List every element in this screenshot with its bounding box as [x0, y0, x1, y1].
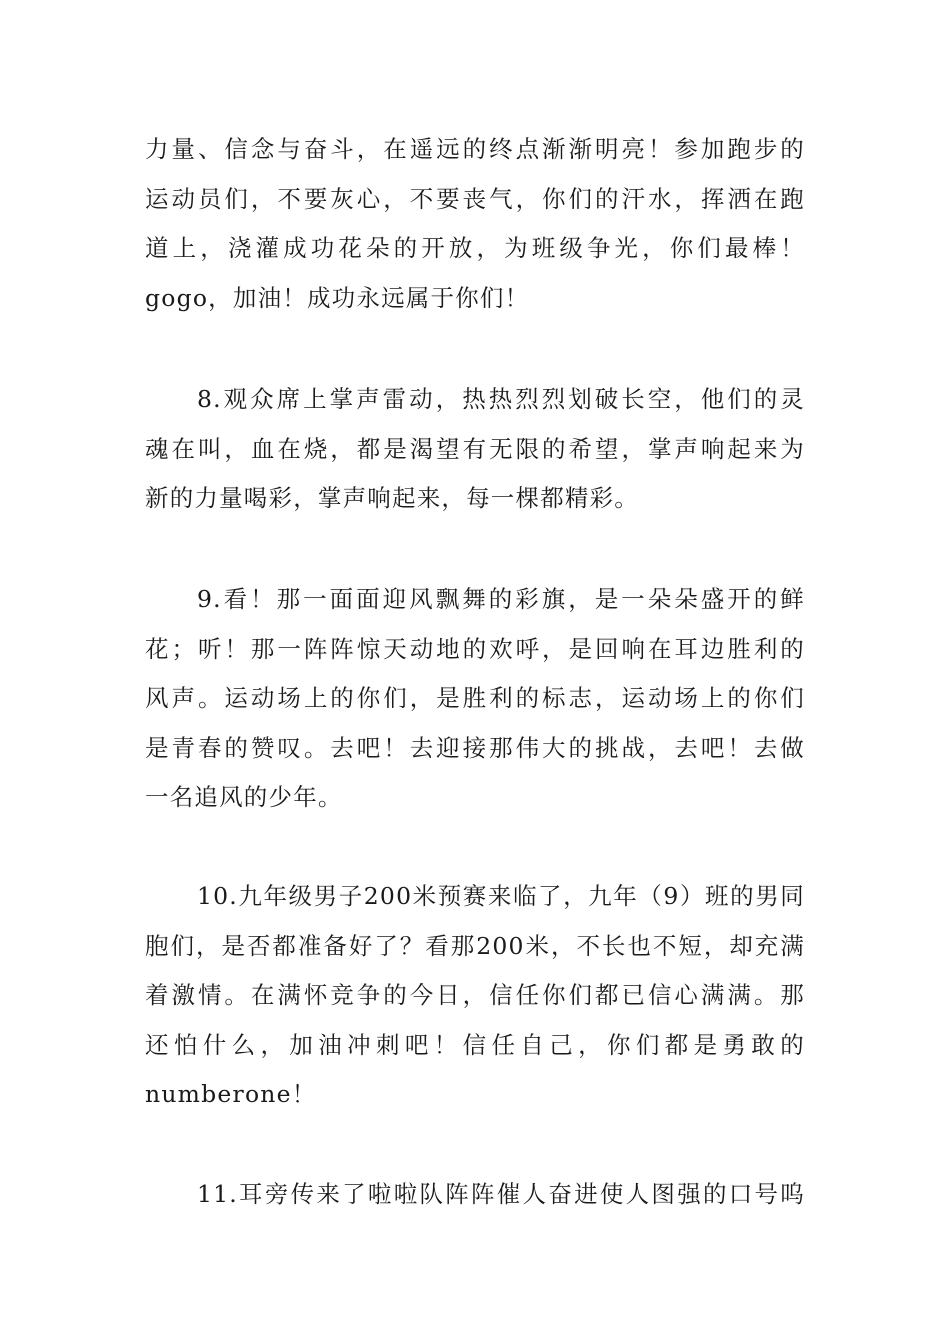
- text-line: 风声。运动场上的你们，是胜利的标志，运动场上的你们: [145, 684, 805, 712]
- text-line: gogo，加油！成功永远属于你们！: [145, 283, 530, 312]
- text-line: 10.九年级男子200米预赛来临了，九年（9）班的男同: [197, 882, 805, 910]
- text-line: numberone！: [145, 1080, 317, 1108]
- text-line: 力量、信念与奋斗，在遥远的终点渐渐明亮！参加跑步的: [145, 135, 805, 163]
- text-line: 是青春的赞叹。去吧！去迎接那伟大的挑战，去吧！去做: [145, 733, 805, 762]
- text-line: 还怕什么，加油冲刺吧！信任自己，你们都是勇敢的: [145, 1030, 805, 1059]
- text-line: 8.观众席上掌声雷动，热热烈烈划破长空，他们的灵: [197, 385, 805, 413]
- text-line: 运动员们，不要灰心，不要丧气，你们的汗水，挥洒在跑: [145, 184, 805, 213]
- text-line: 新的力量喝彩，掌声响起来，每一棵都精彩。: [145, 484, 639, 512]
- text-line: 着激情。在满怀竞争的今日，信任你们都已信心满满。那: [145, 981, 805, 1009]
- text-line: 一名追风的少年。: [145, 783, 343, 811]
- text-line: 胞们，是否都准备好了？看那200米，不长也不短，却充满: [145, 931, 805, 960]
- paragraph: [145, 125, 805, 323]
- paragraph: [145, 872, 805, 1120]
- text-line: 道上，浇灌成功花朵的开放，为班级争光，你们最棒！: [145, 234, 805, 262]
- text-line: 9.看！那一面面迎风飘舞的彩旗，是一朵朵盛开的鲜: [197, 585, 805, 613]
- text-line: 花；听！那一阵阵惊天动地的欢呼，是回响在耳边胜利的: [145, 634, 805, 663]
- text-line: 魂在叫，血在烧，都是渴望有无限的希望，掌声响起来为: [145, 434, 805, 463]
- text-line: 11.耳旁传来了啦啦队阵阵催人奋进使人图强的口号呜: [197, 1180, 805, 1208]
- paragraph: [145, 1170, 805, 1220]
- paragraph: [145, 575, 805, 823]
- paragraph: [145, 375, 805, 524]
